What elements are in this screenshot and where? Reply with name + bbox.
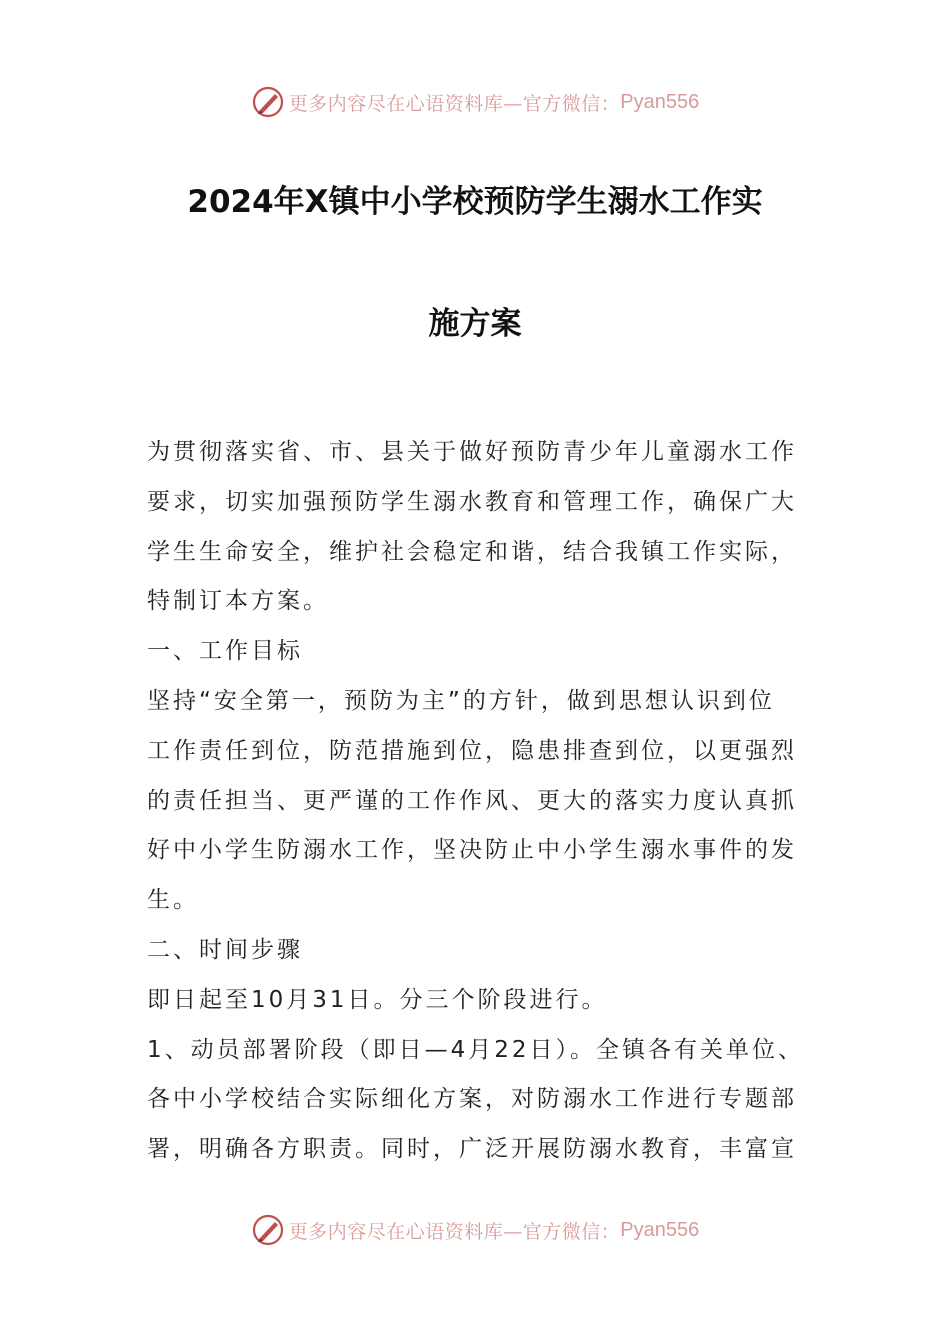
watermark-text: 更多内容尽在心语资料库—官方微信： xyxy=(288,1220,621,1243)
body-line: 要求，切实加强预防学生溺水教育和管理工作，确保广大 xyxy=(147,488,797,515)
body-line: 1、动员部署阶段（即日—4月22日）。全镇各有关单位、 xyxy=(147,1036,805,1063)
pen-logo-icon xyxy=(251,85,285,119)
body-line: 特制订本方案。 xyxy=(147,588,329,615)
body-line: 为贯彻落实省、市、县关于做好预防青少年儿童溺水工作 xyxy=(147,439,797,465)
body-line: 各中小学校结合实际细化方案，对防溺水工作进行专题部 xyxy=(147,1086,797,1113)
body-line: 生。 xyxy=(147,887,199,914)
watermark-text: 更多内容尽在心语资料库—官方微信： xyxy=(288,92,621,115)
body-line: 即日起至10月31日。分三个阶段进行。 xyxy=(147,986,608,1013)
section-heading: 一、工作目标 xyxy=(147,638,303,665)
watermark-id: Pyan556 xyxy=(620,1218,700,1241)
body-line: 署，明确各方职责。同时，广泛开展防溺水教育，丰富宣 xyxy=(147,1136,797,1163)
watermark-header xyxy=(0,82,950,122)
body-line: 学生生命安全，维护社会稳定和谐，结合我镇工作实际， xyxy=(147,538,797,565)
body-line: 的责任担当、更严谨的工作作风、更大的落实力度认真抓 xyxy=(147,787,797,814)
body-line: 坚持“安全第一，预防为主”的方针，做到思想认识到位 xyxy=(147,687,775,714)
document-title-line1: 2024年X镇中小学校预防学生溺水工作实 xyxy=(187,184,763,220)
section-heading: 二、时间步骤 xyxy=(147,936,303,963)
watermark-footer xyxy=(0,1210,950,1250)
pen-logo-icon xyxy=(251,1213,285,1247)
document-title-line2: 施方案 xyxy=(428,306,522,342)
document-body xyxy=(147,428,807,1175)
watermark-id: Pyan556 xyxy=(620,90,700,113)
body-line: 工作责任到位，防范措施到位，隐患排查到位，以更强烈 xyxy=(147,737,797,764)
body-line: 好中小学生防溺水工作，坚决防止中小学生溺水事件的发 xyxy=(147,837,797,864)
